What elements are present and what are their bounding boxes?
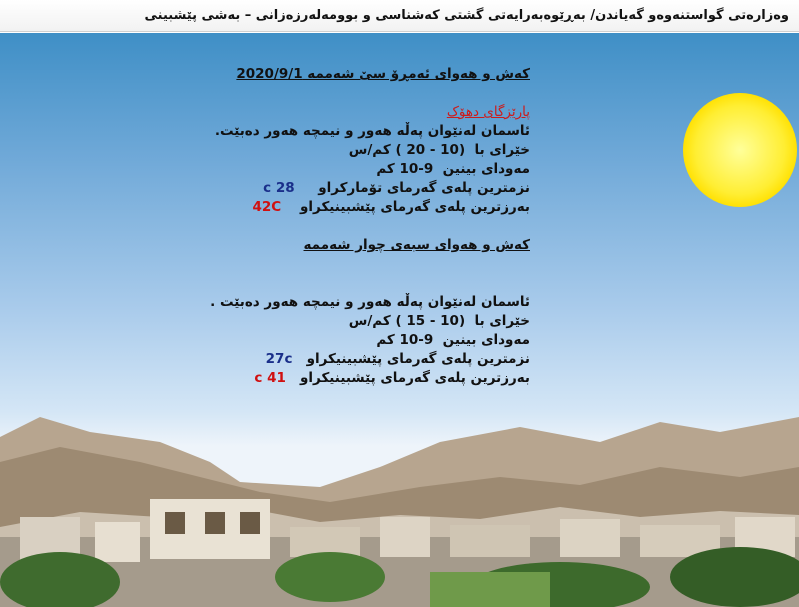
today-max-label: بەرزترین پلەی گەرمای پێشبینیکراو: [300, 199, 530, 215]
today-visibility-value: 9-10 کم: [376, 161, 434, 177]
tomorrow-min-label: نزمترین پلەی گەرمای پێشبینیکراو: [306, 351, 530, 367]
tomorrow-heading: کەش و هەوای سبەی چوار شەممە: [303, 237, 530, 253]
tomorrow-max-value: 41 c: [254, 370, 286, 386]
today-max-temp: [200, 198, 530, 217]
tomorrow-max-temp: [200, 369, 530, 388]
tomorrow-min-value: 27c: [265, 351, 293, 367]
today-max-value: 42C: [252, 199, 282, 215]
tomorrow-wind-value: (10 - 15 ) کم/س: [348, 313, 466, 329]
city-name: پارێزگای دهۆک: [446, 104, 530, 120]
today-min-label: نزمترین پلەی گەرمای تۆمارکراو: [318, 180, 530, 196]
background-scene: [0, 33, 799, 607]
tomorrow-max-label: بەرزترین پلەی گەرمای پێشبینیکراو: [300, 370, 530, 386]
tomorrow-visibility-label: مەودای بینین: [442, 332, 530, 348]
tomorrow-sky: ئاسمان لەنێوان پەڵە هەور و نیمچە هەور دەبێت .: [210, 294, 530, 310]
today-heading: کەش و هەوای ئەمڕۆ سێ شەممە 2020/9/1: [236, 66, 530, 82]
today-min-value: 28 c: [263, 180, 295, 196]
tomorrow-min-temp: [200, 350, 530, 369]
header-title: وەزارەتی گواستنەوەو گەیاندن/ بەڕێوەبەرایەتی گشتی کەشناسی و بوومەلەرزەزانی – بەشی پێشبینی: [144, 8, 789, 23]
tomorrow-visibility: [200, 331, 530, 350]
today-min-temp: [200, 179, 530, 198]
header-bar: [0, 0, 799, 32]
tomorrow-wind: [200, 312, 530, 331]
today-visibility-label: مەودای بینین: [442, 161, 530, 177]
weather-forecast: [200, 65, 530, 388]
tomorrow-wind-label: خێرای با: [474, 313, 530, 329]
city-landscape: [0, 407, 799, 607]
today-sky: ئاسمان لەنێوان پەڵە هەور و نیمچە هەور دەبێت.: [214, 123, 530, 139]
tomorrow-visibility-value: 9-10 کم: [376, 332, 434, 348]
today-visibility: [200, 160, 530, 179]
today-wind-value: (10 - 20 ) کم/س: [348, 142, 466, 158]
today-wind: [200, 141, 530, 160]
today-wind-label: خێرای با: [474, 142, 530, 158]
sun-icon: [683, 93, 797, 207]
